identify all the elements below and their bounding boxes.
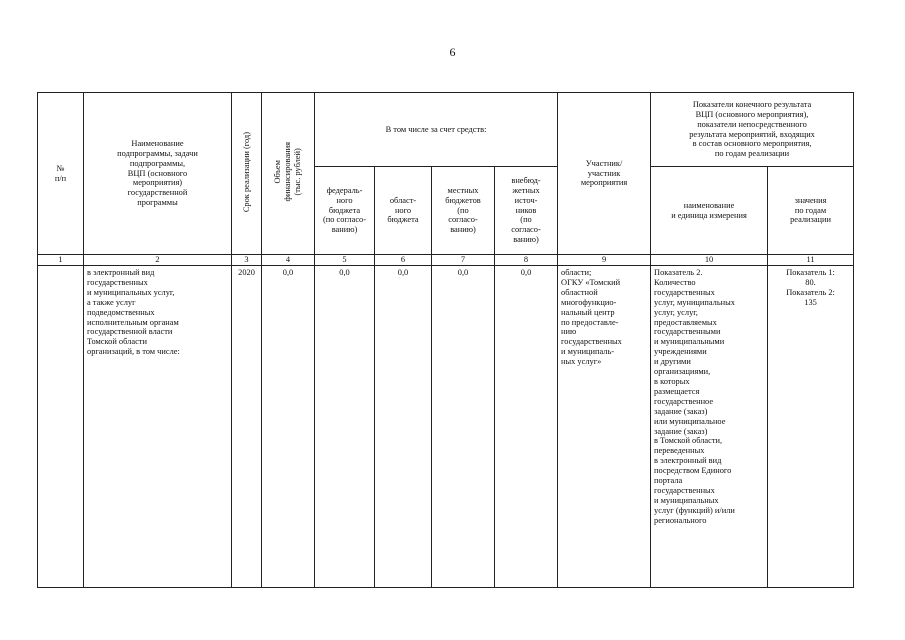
col-number: 2 <box>84 255 232 266</box>
col-number: 6 <box>375 255 432 266</box>
col-number: 11 <box>768 255 854 266</box>
header-participant: Участник/ участник мероприятия <box>558 93 651 255</box>
header-indicators-group: Показатели конечного результата ВЦП (основного мероприятия), показатели непосредственного результата мероприятий, входящих в состав основного мероприятия, по годам реализации <box>651 93 854 167</box>
cell-participant: области; ОГКУ «Томский областной многофункцио- нальный центр по предоставле- нию государственных и муниципаль- ных услуг» <box>558 266 651 588</box>
header-extrabudget: внебюд- жетных источ- ников (по согласо- ванию) <box>495 167 558 255</box>
col-number: 9 <box>558 255 651 266</box>
col-number: 1 <box>38 255 84 266</box>
col-number: 3 <box>232 255 262 266</box>
cell-name: в электронный вид государственных и муниципальных услуг, а также услуг подведомственных исполнительным органам государственной власти Томской области организаций, в том числе: <box>84 266 232 588</box>
header-federal: федераль- ного бюджета (по согласо- ванию) <box>315 167 375 255</box>
header-sources-group: В том числе за счет средств: <box>315 93 558 167</box>
col-number: 5 <box>315 255 375 266</box>
header-term: Срок реализации (год) <box>232 93 262 255</box>
header-ind-name: наименование и единица измерения <box>651 167 768 255</box>
cell-federal: 0,0 <box>315 266 375 588</box>
header-name: Наименование подпрограммы, задачи подпрограммы, ВЦП (основного мероприятия) государственной программы <box>84 93 232 255</box>
column-numbers-row <box>38 255 854 266</box>
header-ind-values: значения по годам реализации <box>768 167 854 255</box>
col-number: 10 <box>651 255 768 266</box>
program-table <box>37 92 854 588</box>
cell-indicator-name: Показатель 2. Количество государственных услуг, муниципальных услуг, услуг, предоставляемых государственными и муниципальными учреждениями и другими организациями, в которых размещается государственное задание (заказ) или муниципальное задание (заказ) в Томской области, переведенных в электронный вид посредством Единого портала государственных и муниципальных услуг (функций) и/или регионального <box>651 266 768 588</box>
cell-volume: 0,0 <box>262 266 315 588</box>
col-number: 7 <box>432 255 495 266</box>
header-num: № п/п <box>38 93 84 255</box>
header-regional: област- ного бюджета <box>375 167 432 255</box>
col-number: 4 <box>262 255 315 266</box>
cell-num <box>38 266 84 588</box>
cell-extrabudget: 0,0 <box>495 266 558 588</box>
cell-indicator-values: Показатель 1: 80. Показатель 2: 135 <box>768 266 854 588</box>
header-local: местных бюджетов (по согласо- ванию) <box>432 167 495 255</box>
cell-regional: 0,0 <box>375 266 432 588</box>
header-row-1 <box>38 93 854 167</box>
header-volume: Объем финансирования (тыс. рублей) <box>262 93 315 255</box>
cell-term: 2020 <box>232 266 262 588</box>
col-number: 8 <box>495 255 558 266</box>
page-number: 6 <box>449 45 456 59</box>
cell-local: 0,0 <box>432 266 495 588</box>
table-row <box>38 266 854 588</box>
